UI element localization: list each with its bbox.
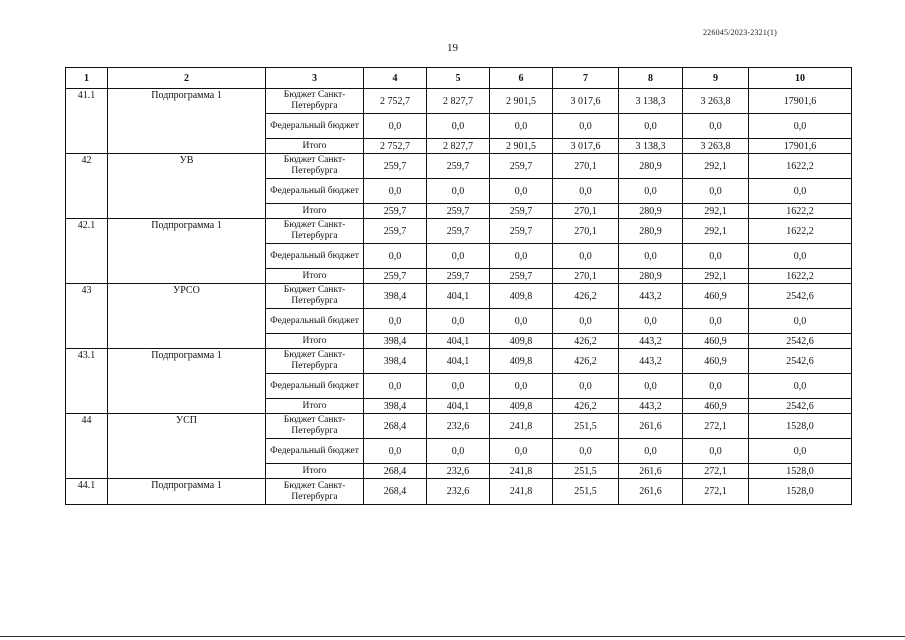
total-cell: 0,0 [749, 439, 852, 464]
value-cell: 272,1 [683, 479, 749, 505]
value-cell: 2 827,7 [427, 89, 490, 114]
value-cell: 251,5 [553, 414, 619, 439]
column-header: 9 [683, 68, 749, 89]
total-cell: 1622,2 [749, 204, 852, 219]
value-cell: 272,1 [683, 414, 749, 439]
value-cell: 0,0 [427, 309, 490, 334]
program-name-cell: УРСО [108, 284, 266, 349]
column-header: 3 [266, 68, 364, 89]
funding-source-cell: Итого [266, 204, 364, 219]
funding-source-cell: Федеральный бюджет [266, 374, 364, 399]
total-cell: 0,0 [749, 114, 852, 139]
value-cell: 280,9 [619, 269, 683, 284]
row-number-cell: 42.1 [66, 219, 108, 284]
total-cell: 0,0 [749, 309, 852, 334]
program-name-cell: Подпрограмма 1 [108, 479, 266, 505]
value-cell: 259,7 [364, 204, 427, 219]
funding-source-cell: Федеральный бюджет [266, 179, 364, 204]
value-cell: 0,0 [553, 244, 619, 269]
value-cell: 259,7 [490, 154, 553, 179]
value-cell: 398,4 [364, 399, 427, 414]
value-cell: 460,9 [683, 399, 749, 414]
funding-source-cell: Итого [266, 399, 364, 414]
total-cell: 1528,0 [749, 464, 852, 479]
funding-source-cell: Итого [266, 269, 364, 284]
value-cell: 0,0 [619, 114, 683, 139]
funding-source-cell: Федеральный бюджет [266, 244, 364, 269]
value-cell: 0,0 [619, 179, 683, 204]
value-cell: 426,2 [553, 334, 619, 349]
budget-table [65, 67, 852, 505]
value-cell: 259,7 [364, 269, 427, 284]
value-cell: 398,4 [364, 284, 427, 309]
value-cell: 409,8 [490, 334, 553, 349]
table-row [66, 89, 852, 114]
row-number-cell: 42 [66, 154, 108, 219]
funding-source-cell: Федеральный бюджет [266, 309, 364, 334]
value-cell: 2 827,7 [427, 139, 490, 154]
value-cell: 3 263,8 [683, 89, 749, 114]
value-cell: 0,0 [364, 114, 427, 139]
value-cell: 292,1 [683, 269, 749, 284]
value-cell: 0,0 [490, 309, 553, 334]
value-cell: 232,6 [427, 414, 490, 439]
value-cell: 280,9 [619, 154, 683, 179]
value-cell: 0,0 [683, 374, 749, 399]
value-cell: 0,0 [619, 439, 683, 464]
value-cell: 3 138,3 [619, 89, 683, 114]
value-cell: 241,8 [490, 464, 553, 479]
value-cell: 261,6 [619, 479, 683, 505]
funding-source-cell: Бюджет Санкт-Петербурга [266, 219, 364, 244]
value-cell: 259,7 [427, 219, 490, 244]
value-cell: 2 752,7 [364, 139, 427, 154]
value-cell: 0,0 [364, 179, 427, 204]
page-edge-line [0, 636, 905, 637]
value-cell: 409,8 [490, 349, 553, 374]
table-row [66, 154, 852, 179]
value-cell: 443,2 [619, 334, 683, 349]
value-cell: 241,8 [490, 479, 553, 505]
header-row [66, 68, 852, 89]
total-cell: 1622,2 [749, 269, 852, 284]
value-cell: 259,7 [364, 154, 427, 179]
column-header: 2 [108, 68, 266, 89]
value-cell: 292,1 [683, 154, 749, 179]
table-row [66, 284, 852, 309]
value-cell: 268,4 [364, 414, 427, 439]
total-cell: 1622,2 [749, 154, 852, 179]
value-cell: 259,7 [490, 269, 553, 284]
program-name-cell: УВ [108, 154, 266, 219]
value-cell: 292,1 [683, 204, 749, 219]
value-cell: 2 901,5 [490, 139, 553, 154]
value-cell: 0,0 [490, 244, 553, 269]
value-cell: 261,6 [619, 464, 683, 479]
value-cell: 259,7 [364, 219, 427, 244]
funding-source-cell: Федеральный бюджет [266, 114, 364, 139]
value-cell: 0,0 [683, 179, 749, 204]
program-name-cell: Подпрограмма 1 [108, 219, 266, 284]
value-cell: 3 017,6 [553, 89, 619, 114]
table-row [66, 479, 852, 505]
value-cell: 404,1 [427, 349, 490, 374]
value-cell: 280,9 [619, 204, 683, 219]
value-cell: 0,0 [553, 179, 619, 204]
value-cell: 0,0 [683, 309, 749, 334]
total-cell: 2542,6 [749, 399, 852, 414]
table-row [66, 219, 852, 244]
value-cell: 0,0 [427, 244, 490, 269]
funding-source-cell: Бюджет Санкт-Петербурга [266, 349, 364, 374]
value-cell: 0,0 [427, 439, 490, 464]
total-cell: 0,0 [749, 374, 852, 399]
column-header: 10 [749, 68, 852, 89]
value-cell: 2 752,7 [364, 89, 427, 114]
total-cell: 1528,0 [749, 414, 852, 439]
value-cell: 0,0 [619, 309, 683, 334]
value-cell: 3 263,8 [683, 139, 749, 154]
funding-source-cell: Бюджет Санкт-Петербурга [266, 284, 364, 309]
program-name-cell: Подпрограмма 1 [108, 349, 266, 414]
value-cell: 426,2 [553, 399, 619, 414]
total-cell: 1528,0 [749, 479, 852, 505]
total-cell: 0,0 [749, 244, 852, 269]
value-cell: 0,0 [364, 439, 427, 464]
value-cell: 0,0 [619, 374, 683, 399]
column-header: 6 [490, 68, 553, 89]
total-cell: 0,0 [749, 179, 852, 204]
row-number-cell: 41.1 [66, 89, 108, 154]
value-cell: 404,1 [427, 399, 490, 414]
value-cell: 0,0 [490, 374, 553, 399]
row-number-cell: 43 [66, 284, 108, 349]
value-cell: 232,6 [427, 479, 490, 505]
column-header: 1 [66, 68, 108, 89]
table-row [66, 414, 852, 439]
document-number: 226045/2023-2321(1) [702, 28, 777, 37]
total-cell: 2542,6 [749, 349, 852, 374]
value-cell: 268,4 [364, 464, 427, 479]
value-cell: 232,6 [427, 464, 490, 479]
value-cell: 3 017,6 [553, 139, 619, 154]
value-cell: 280,9 [619, 219, 683, 244]
value-cell: 270,1 [553, 219, 619, 244]
value-cell: 270,1 [553, 269, 619, 284]
program-name-cell: Подпрограмма 1 [108, 89, 266, 154]
value-cell: 270,1 [553, 204, 619, 219]
value-cell: 460,9 [683, 334, 749, 349]
value-cell: 3 138,3 [619, 139, 683, 154]
value-cell: 0,0 [364, 244, 427, 269]
value-cell: 0,0 [490, 179, 553, 204]
value-cell: 0,0 [619, 244, 683, 269]
value-cell: 398,4 [364, 349, 427, 374]
value-cell: 259,7 [490, 219, 553, 244]
funding-source-cell: Итого [266, 139, 364, 154]
total-cell: 17901,6 [749, 139, 852, 154]
total-cell: 17901,6 [749, 89, 852, 114]
value-cell: 404,1 [427, 334, 490, 349]
value-cell: 460,9 [683, 284, 749, 309]
row-number-cell: 44 [66, 414, 108, 479]
value-cell: 0,0 [683, 114, 749, 139]
value-cell: 259,7 [427, 269, 490, 284]
column-header: 4 [364, 68, 427, 89]
funding-source-cell: Бюджет Санкт-Петербурга [266, 479, 364, 505]
value-cell: 0,0 [364, 309, 427, 334]
value-cell: 251,5 [553, 464, 619, 479]
value-cell: 0,0 [427, 114, 490, 139]
table-body [66, 89, 852, 505]
value-cell: 443,2 [619, 284, 683, 309]
value-cell: 426,2 [553, 349, 619, 374]
value-cell: 0,0 [553, 309, 619, 334]
value-cell: 0,0 [683, 244, 749, 269]
row-number-cell: 43.1 [66, 349, 108, 414]
value-cell: 404,1 [427, 284, 490, 309]
value-cell: 270,1 [553, 154, 619, 179]
value-cell: 0,0 [490, 114, 553, 139]
page-number: 19 [447, 42, 458, 54]
value-cell: 251,5 [553, 479, 619, 505]
program-name-cell: УСП [108, 414, 266, 479]
value-cell: 0,0 [553, 114, 619, 139]
value-cell: 0,0 [427, 179, 490, 204]
column-header: 7 [553, 68, 619, 89]
row-number-cell: 44.1 [66, 479, 108, 505]
funding-source-cell: Итого [266, 334, 364, 349]
value-cell: 398,4 [364, 334, 427, 349]
column-header: 8 [619, 68, 683, 89]
value-cell: 409,8 [490, 284, 553, 309]
value-cell: 241,8 [490, 414, 553, 439]
value-cell: 259,7 [490, 204, 553, 219]
table-row [66, 349, 852, 374]
funding-source-cell: Федеральный бюджет [266, 439, 364, 464]
value-cell: 0,0 [553, 374, 619, 399]
value-cell: 443,2 [619, 349, 683, 374]
value-cell: 0,0 [553, 439, 619, 464]
total-cell: 2542,6 [749, 284, 852, 309]
value-cell: 460,9 [683, 349, 749, 374]
value-cell: 292,1 [683, 219, 749, 244]
value-cell: 0,0 [427, 374, 490, 399]
value-cell: 409,8 [490, 399, 553, 414]
column-header: 5 [427, 68, 490, 89]
value-cell: 0,0 [364, 374, 427, 399]
value-cell: 0,0 [683, 439, 749, 464]
total-cell: 1622,2 [749, 219, 852, 244]
value-cell: 259,7 [427, 154, 490, 179]
value-cell: 268,4 [364, 479, 427, 505]
value-cell: 443,2 [619, 399, 683, 414]
value-cell: 426,2 [553, 284, 619, 309]
funding-source-cell: Бюджет Санкт-Петербурга [266, 414, 364, 439]
total-cell: 2542,6 [749, 334, 852, 349]
value-cell: 272,1 [683, 464, 749, 479]
value-cell: 259,7 [427, 204, 490, 219]
value-cell: 261,6 [619, 414, 683, 439]
funding-source-cell: Бюджет Санкт-Петербурга [266, 89, 364, 114]
funding-source-cell: Бюджет Санкт-Петербурга [266, 154, 364, 179]
funding-source-cell: Итого [266, 464, 364, 479]
value-cell: 2 901,5 [490, 89, 553, 114]
value-cell: 0,0 [490, 439, 553, 464]
